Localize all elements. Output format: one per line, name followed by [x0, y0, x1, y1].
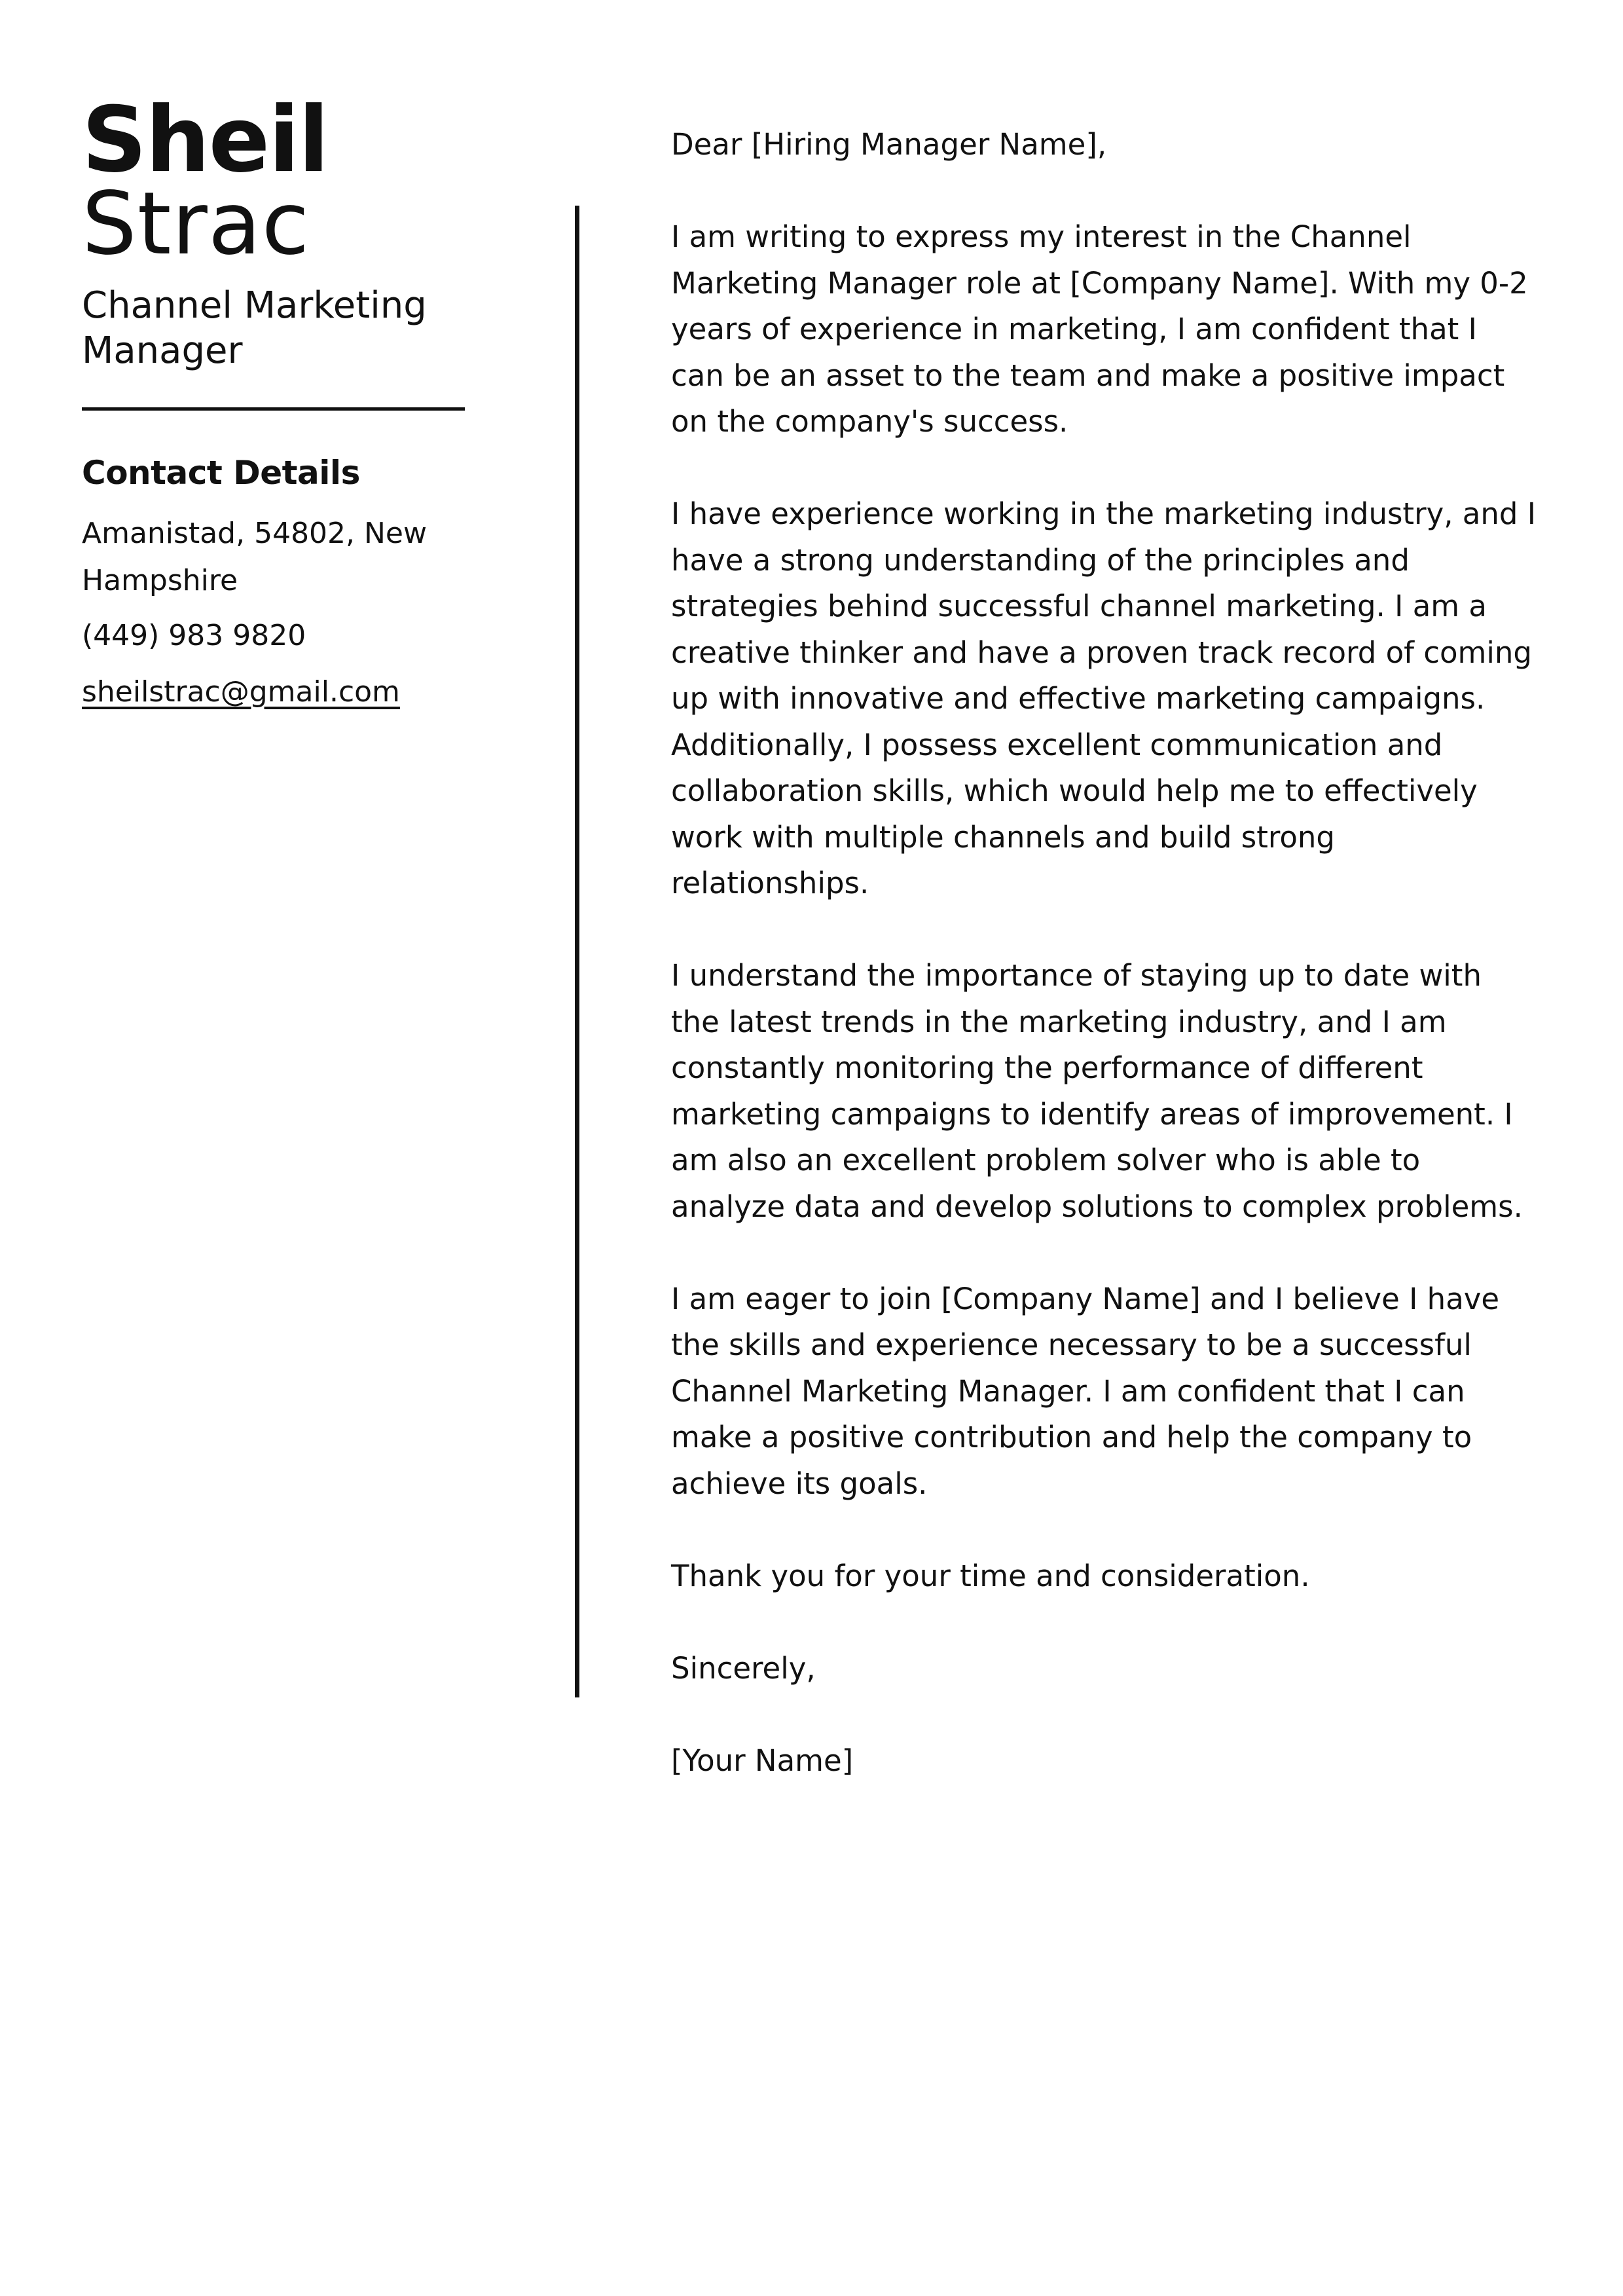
job-title: Channel Marketing Manager: [82, 284, 427, 372]
closing: Sincerely,: [671, 1650, 816, 1686]
contact-email-link[interactable]: sheilstrac@gmail.com: [82, 675, 400, 709]
letter-paragraph: I am eager to join [Company Name] and I believe I have the skills and experience necessary to be a successful Channel Marketing Manager. I am confident that I can make a positive contribution and help the company to achieve its goals.: [671, 1281, 1500, 1501]
letter-paragraph: I have experience working in the marketing industry, and I have a strong understanding of the principles and strategies behind successful channel marketing. I am a creative thinker and have a proven track record of coming up with innovative and effective marketing campaigns. Additionally, I possess excellent communication and collaboration skills, which would help me to effectively work with multiple channels and build strong relationships.: [671, 496, 1537, 900]
sidebar: [82, 87, 475, 716]
contact-address: Amanistad, 54802, New Hampshire: [82, 517, 427, 597]
letter-paragraph: Thank you for your time and consideration.: [671, 1558, 1310, 1593]
salutation: Dear [Hiring Manager Name],: [671, 127, 1107, 162]
letter-paragraph: I understand the importance of staying up to date with the latest trends in the marketing industry, and I am constantly monitoring the performance of different marketing campaigns to identify areas of improvement. I am also an excellent problem solver who is able to analyze data and develop solutions to complex problems.: [671, 958, 1523, 1224]
cover-letter-body: [671, 122, 1539, 1830]
sidebar-divider: [82, 407, 465, 411]
signature: [Your Name]: [671, 1743, 854, 1778]
vertical-divider: [575, 206, 579, 1697]
letter-paragraph: I am writing to express my interest in the Channel Marketing Manager role at [Company Name]. With my 0-2 years of experience in marketing, I am confident that I can be an asset to the team and make a positive impact on the company's success.: [671, 219, 1528, 439]
first-name: Sheil: [82, 87, 328, 193]
contact-details-heading: Contact Details: [82, 454, 360, 492]
contact-phone: (449) 983 9820: [82, 619, 306, 652]
last-name: Strac: [82, 174, 310, 274]
